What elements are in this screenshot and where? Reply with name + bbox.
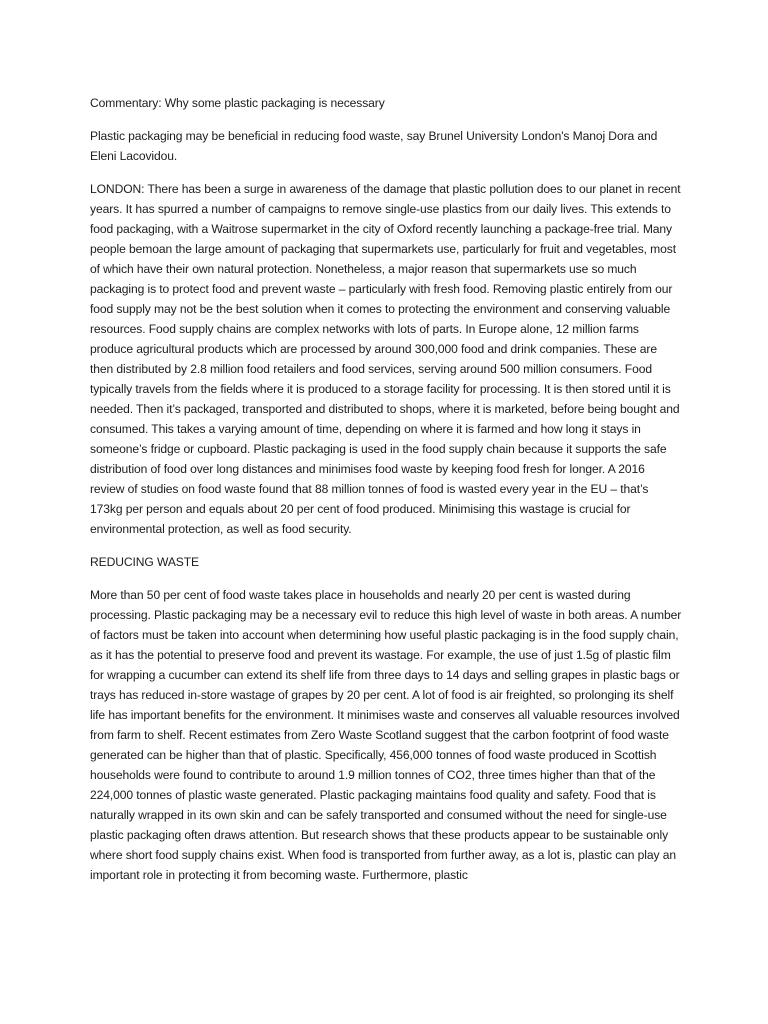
body-paragraph-2: More than 50 per cent of food waste takes place in households and nearly 20 per cent is wasted during processing. Plastic packaging may be a necessary evil to reduce this high level of waste in both areas. A number of factors must be taken into account when determining how useful plastic packaging is in the food supply chain, as it has the potential to preserve food and prevent its wastage. For example, the use of just 1.5g of plastic film for wrapping a cucumber can extend its shelf life from three days to 14 days and selling grapes in plastic bags or trays has reduced in-store wastage of grapes by 20 per cent. A lot of food is air freighted, so prolonging its shelf life has important benefits for the environment. It minimises waste and conserves all valuable resources involved from farm to shelf. Recent estimates from Zero Waste Scotland suggest that the carbon footprint of food waste generated can be higher than that of plastic. Specifically, 456,000 tonnes of food waste produced in Scottish households were found to contribute to around 1.9 million tonnes of CO2, three times higher than that of the 224,000 tonnes of plastic waste generated. Plastic packaging maintains food quality and safety. Food that is naturally wrapped in its own skin and can be safely transported and consumed without the need for single-use plastic packaging often draws attention. But research shows that these products appear to be sustainable only where short food supply chains exist. When food is transported from further away, as a lot is, plastic can play an important role in protecting it from becoming waste. Furthermore, plastic xyxy=(90,588,682,882)
document-page xyxy=(90,93,682,898)
article-title: Commentary: Why some plastic packaging is necessary xyxy=(90,96,385,110)
article-standfirst: Plastic packaging may be beneficial in reducing food waste, say Brunel University London's Manoj Dora and Eleni Lacovidou. xyxy=(90,129,658,163)
body-paragraph-1: LONDON: There has been a surge in awareness of the damage that plastic pollution does to our planet in recent years. It has spurred a number of campaigns to remove single-use plastics from our daily lives. This extends to food packaging, with a Waitrose supermarket in the city of Oxford recently launching a package-free trial. Many people bemoan the large amount of packaging that supermarkets use, particularly for fruit and vegetables, most of which have their own natural protection. Nonetheless, a major reason that supermarkets use so much packaging is to protect food and prevent waste – particularly with fresh food. Removing plastic entirely from our food supply may not be the best solution when it comes to protecting the environment and conserving valuable resources. Food supply chains are complex networks with lots of parts. In Europe alone, 12 million farms produce agricultural products which are processed by around 300,000 food and drink companies. These are then distributed by 2.8 million food retailers and food services, serving around 500 million consumers. Food typically travels from the fields where it is produced to a storage facility for processing. It is then stored until it is needed. Then it’s packaged, transported and distributed to shops, where it is marketed, before being bought and consumed. This takes a varying amount of time, depending on where it is farmed and how long it stays in someone’s fridge or cupboard. Plastic packaging is used in the food supply chain because it supports the safe distribution of food over long distances and minimises food waste by keeping food fresh for longer. A 2016 review of studies on food waste found that 88 million tonnes of food is wasted every year in the EU – that’s 173kg per person and equals about 20 per cent of food produced. Minimising this wastage is crucial for environmental protection, as well as food security. xyxy=(90,182,681,536)
section-heading: REDUCING WASTE xyxy=(90,555,200,569)
